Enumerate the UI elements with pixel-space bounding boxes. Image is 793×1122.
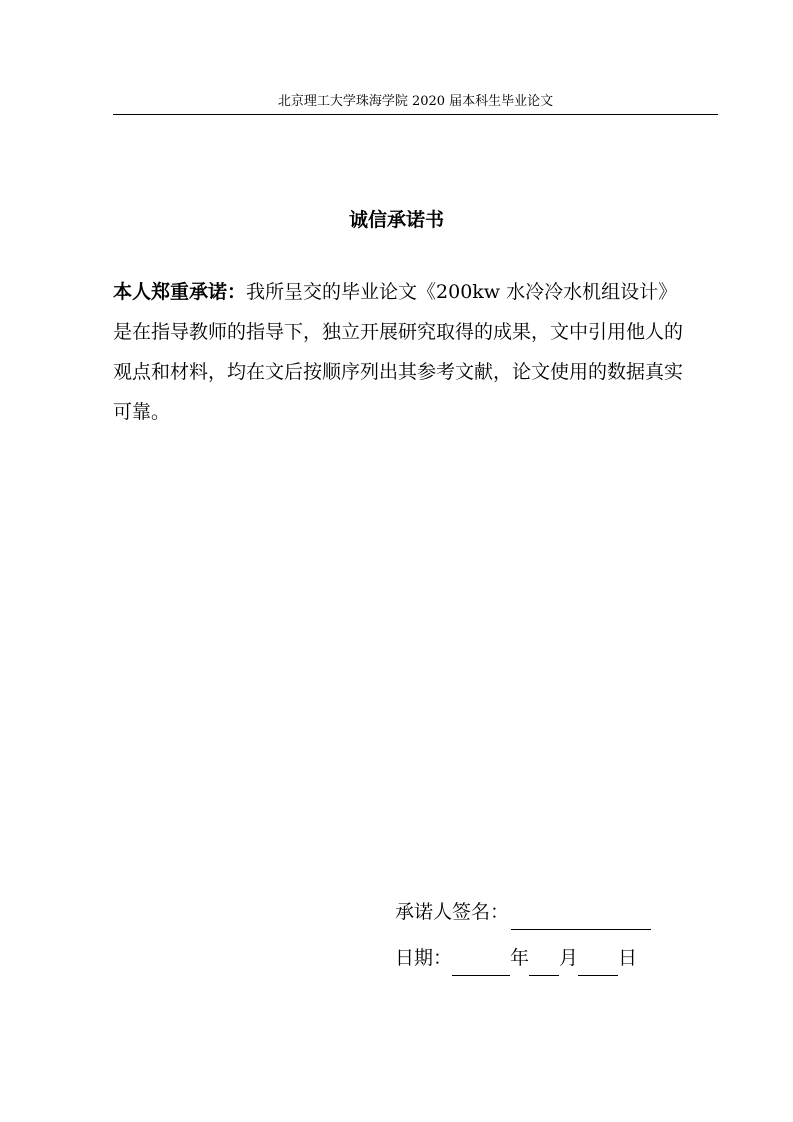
signature-blank bbox=[511, 899, 651, 930]
pledge-lead: 本人郑重承诺： bbox=[113, 281, 247, 303]
signer-label: 承诺人签名： bbox=[395, 901, 510, 923]
signer-row bbox=[395, 894, 695, 940]
page-header bbox=[113, 92, 718, 115]
header-text: 北京理工大学珠海学院 2020 届本科生毕业论文 bbox=[277, 94, 554, 109]
signature-block bbox=[395, 894, 695, 986]
pledge-text: 我所呈交的毕业论文《200kw 水冷冷水机组设计》是在指导教师的指导下，独立开展研究取得的成果，文中引用他人的观点和材料，均在文后按顺序列出其参考文献，论文使用的数据真实可靠。 bbox=[113, 281, 684, 423]
month-unit: 月 bbox=[559, 947, 579, 969]
page-title: 诚信承诺书 bbox=[348, 209, 444, 231]
day-blank bbox=[578, 945, 618, 976]
year-blank bbox=[452, 945, 510, 976]
day-unit: 日 bbox=[618, 947, 638, 969]
month-blank bbox=[529, 945, 559, 976]
year-unit: 年 bbox=[510, 947, 530, 969]
pledge-paragraph bbox=[113, 272, 693, 432]
date-label: 日期： bbox=[395, 947, 453, 969]
date-row bbox=[395, 940, 695, 986]
